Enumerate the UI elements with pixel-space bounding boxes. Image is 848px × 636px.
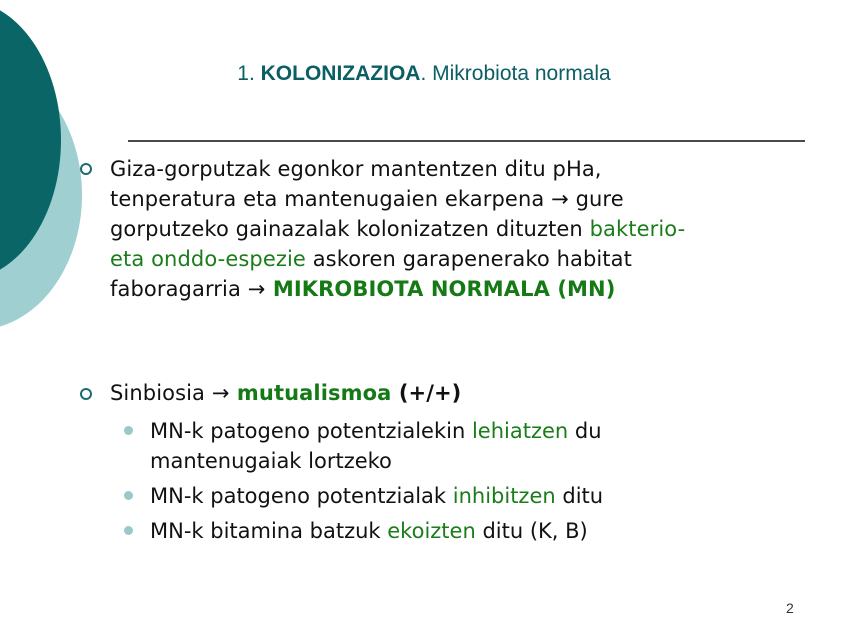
title-rest: . Mikrobiota normala	[420, 62, 611, 85]
bullet-paragraph-2	[110, 378, 461, 408]
sub-bullet-3	[150, 516, 588, 546]
highlight-text: bakterio-	[589, 217, 686, 241]
highlight-text: ekoizten	[387, 519, 476, 543]
sub-bullet-2	[150, 481, 603, 511]
highlight-text: lehiatzen	[471, 419, 569, 443]
sub-bullet-1	[150, 416, 602, 476]
text: faboragarria	[110, 277, 248, 301]
sub-bullet-dot-icon	[124, 491, 133, 500]
page-number: 2	[786, 600, 794, 616]
highlight-bold-text: MIKROBIOTA NORMALA (MN)	[265, 277, 616, 301]
text: askoren garapenerako habitat	[305, 247, 632, 271]
bullet-ring-icon	[80, 388, 92, 400]
highlight-bold-text: mutualismoa	[229, 381, 392, 405]
text: gure	[568, 187, 624, 211]
title-bold: KOLONIZAZIOA	[260, 62, 421, 85]
bold-text: (+/+)	[391, 381, 462, 405]
text: gorputzeko gainazalak kolonizatzen dituzten	[110, 217, 590, 241]
highlight-text: inhibitzen	[452, 484, 556, 508]
text: mantenugaiak lortzeko	[150, 449, 392, 473]
bullet-paragraph-1	[110, 154, 810, 304]
sub-bullet-dot-icon	[124, 426, 133, 435]
arrow-icon: →	[247, 277, 266, 301]
sub-bullet-dot-icon	[124, 526, 133, 535]
title-number: 1.	[237, 62, 261, 85]
arrow-icon: →	[551, 187, 569, 211]
text: MN-k patogeno potentzialekin	[150, 419, 472, 443]
bullet-ring-icon	[80, 163, 92, 175]
text: Giza-gorputzak egonkor mantentzen ditu pHa,	[110, 157, 602, 181]
text: ditu (K, B)	[475, 519, 588, 543]
text: du	[568, 419, 602, 443]
text: MN-k bitamina batzuk	[150, 519, 388, 543]
slide-title	[0, 62, 848, 86]
text: MN-k patogeno potentzialak	[150, 484, 453, 508]
text: Sinbiosia	[110, 381, 212, 405]
arrow-icon: →	[211, 381, 230, 405]
highlight-text: eta onddo-espezie	[110, 247, 306, 271]
text: ditu	[555, 484, 604, 508]
title-divider	[128, 140, 805, 142]
text: tenperatura eta mantenugaien ekarpena	[110, 187, 552, 211]
